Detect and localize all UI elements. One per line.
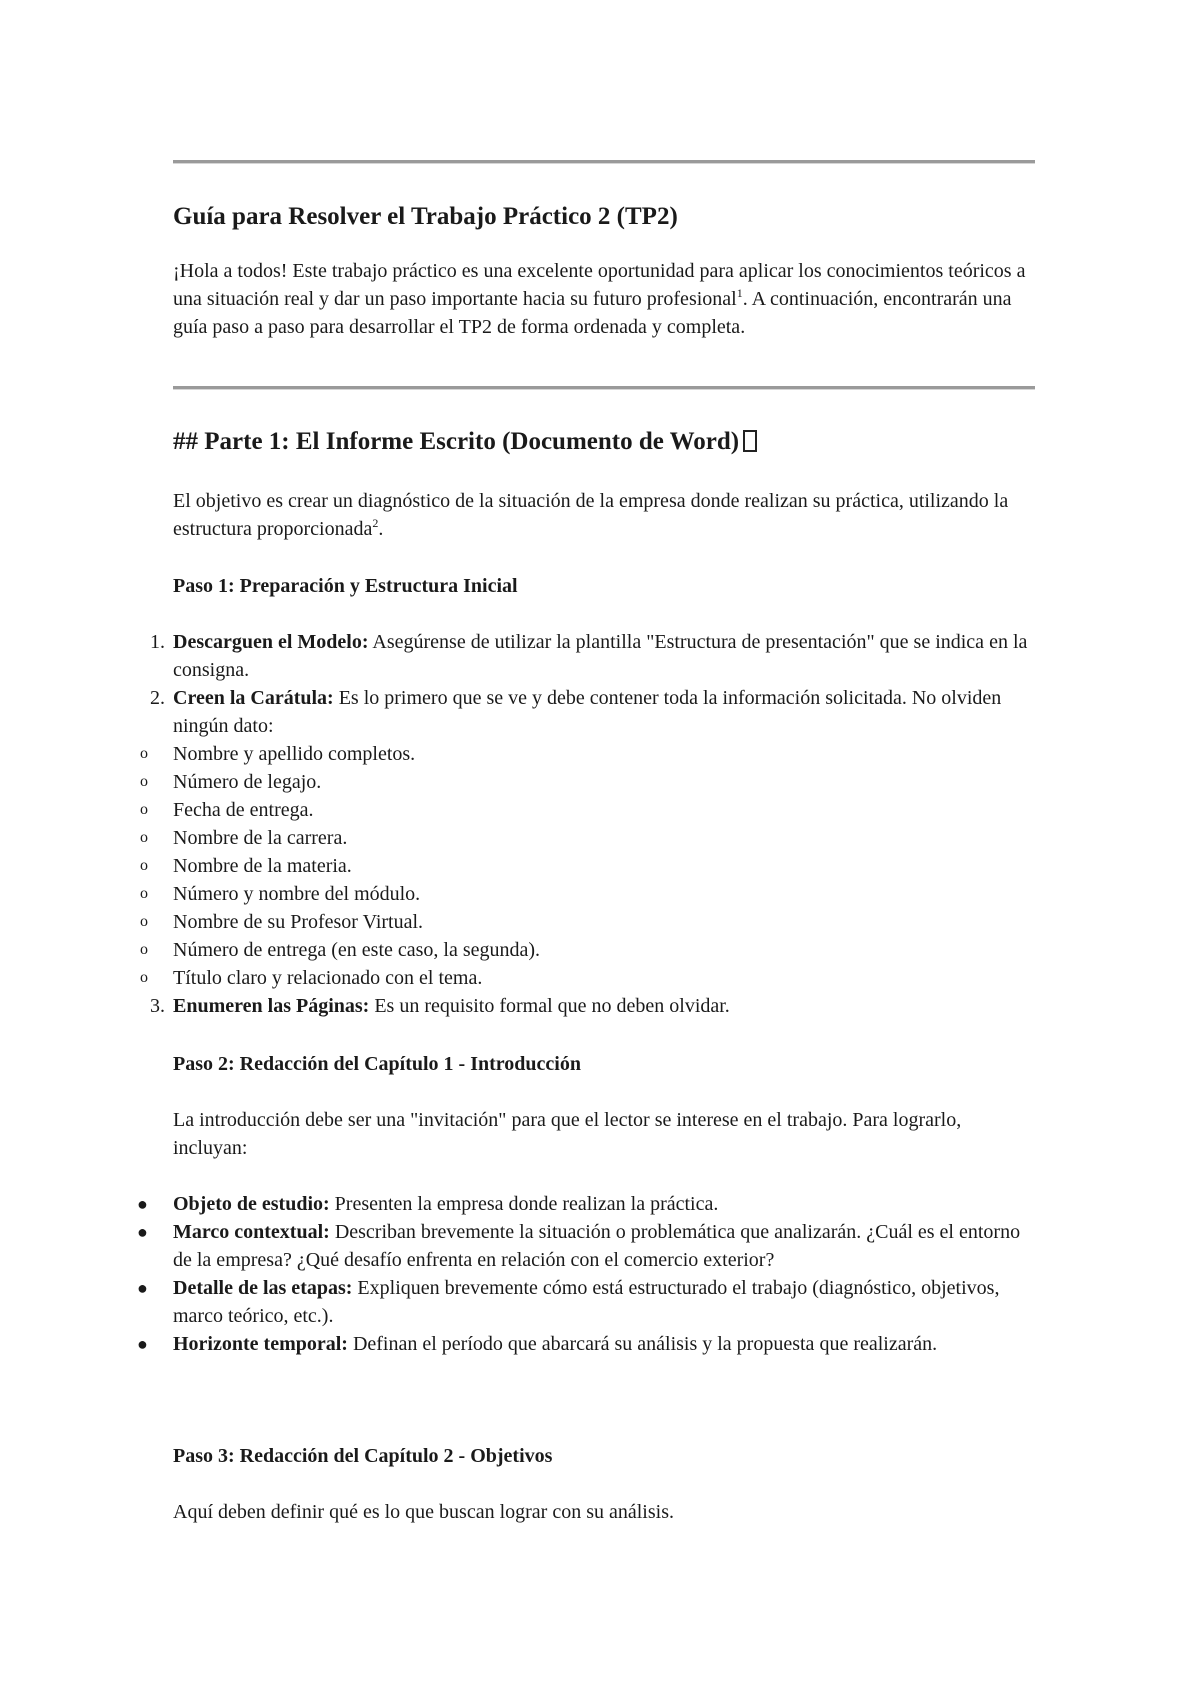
circle-bullet-icon: o: [140, 885, 148, 902]
list-item-text: Definan el período que abarcará su análisis y la propuesta que realizarán.: [347, 1333, 938, 1355]
circle-bullet-icon: o: [140, 969, 148, 986]
list-item: [137, 1330, 1035, 1358]
intro-text-1: ¡Hola a todos! Este trabajo práctico es una excelente oportunidad para aplicar los conocimientos teóricos a una situación real y dar un paso importante hacia su futuro profesional: [173, 260, 1026, 310]
list-number: 2.: [150, 687, 165, 709]
part1-objective-end: .: [378, 518, 384, 540]
sub-list-item-text: Fecha de entrega.: [173, 799, 314, 821]
sub-list-item: [140, 964, 1035, 992]
part1-objective-text: El objetivo es crear un diagnóstico de la situación de la empresa donde realizan su práctica, utilizando la estructura proporcionada: [173, 490, 1009, 540]
circle-bullet-icon: o: [140, 773, 148, 790]
list-item: [137, 1274, 1035, 1330]
list-item: [137, 1190, 1035, 1218]
part1-objective: [173, 487, 1035, 543]
list-item: [150, 628, 1035, 684]
paso3-intro: Aquí deben definir qué es lo que buscan lograr con su análisis.: [173, 1501, 674, 1523]
list-item-text: Describan brevemente la situación o problemática que analizarán. ¿Cuál es el entorno de la empresa? ¿Qué desafío enfrenta en relación con el comercio exterior?: [173, 1221, 1021, 1271]
sub-list-item-text: Número de legajo.: [173, 771, 322, 793]
list-item-text: Es un requisito formal que no deben olvidar.: [369, 995, 730, 1017]
sub-list-item: [140, 740, 1035, 768]
sub-list-item: [140, 908, 1035, 936]
sub-list-item: [140, 768, 1035, 796]
sub-list-item-text: Número y nombre del módulo.: [173, 883, 421, 905]
sub-list-item-text: Nombre de la carrera.: [173, 827, 348, 849]
part1-heading-text: ## Parte 1: El Informe Escrito (Documento de Word): [173, 428, 740, 455]
circle-bullet-icon: o: [140, 941, 148, 958]
list-item-text: Asegúrense de utilizar la plantilla "Estructura de presentación" que se indica en la consigna.: [173, 631, 1028, 681]
circle-bullet-icon: o: [140, 745, 148, 762]
list-item-label: Objeto de estudio:: [173, 1193, 330, 1215]
sub-list-item: [140, 880, 1035, 908]
list-item-label: Marco contextual:: [173, 1221, 330, 1243]
sub-list-item-text: Nombre de la materia.: [173, 855, 352, 877]
part1-heading: [173, 427, 1035, 457]
bullet-icon: ●: [137, 1222, 148, 1242]
bullet-icon: ●: [137, 1334, 148, 1354]
bullet-icon: ●: [137, 1194, 148, 1214]
footnote-ref-2[interactable]: 2: [372, 516, 379, 530]
sub-list-item: [140, 852, 1035, 880]
sub-list-item: [140, 936, 1035, 964]
paso2-intro: La introducción debe ser una "invitación" para que el lector se interese en el trabajo. Para lograrlo, incluyan:: [173, 1109, 962, 1159]
paso1-list: [140, 628, 1035, 1020]
list-item-text: Es lo primero que se ve y debe contener toda la información solicitada. No olviden ningún dato:: [173, 687, 1002, 737]
paso2-list: [137, 1190, 1035, 1358]
list-item: [150, 684, 1035, 740]
list-item-label: Detalle de las etapas:: [173, 1277, 353, 1299]
list-item-label: Horizonte temporal:: [173, 1333, 348, 1355]
bullet-icon: ●: [137, 1278, 148, 1298]
sub-list-item: [140, 796, 1035, 824]
circle-bullet-icon: o: [140, 913, 148, 930]
circle-bullet-icon: o: [140, 801, 148, 818]
list-number: 1.: [150, 631, 165, 653]
list-number: 3.: [150, 995, 165, 1017]
list-item: [137, 1218, 1035, 1274]
list-item-label: Descarguen el Modelo:: [173, 631, 369, 653]
paso3-heading: Paso 3: Redacción del Capítulo 2 - Objetivos: [173, 1445, 553, 1467]
list-item: [150, 992, 1035, 1020]
horizontal-rule-top: [173, 160, 1035, 164]
sub-list-item: [140, 824, 1035, 852]
list-item-text: Expliquen brevemente cómo está estructurado el trabajo (diagnóstico, objetivos, marco teórico, etc.).: [173, 1277, 1000, 1327]
sub-list-item-text: Título claro y relacionado con el tema.: [173, 967, 483, 989]
circle-bullet-icon: o: [140, 857, 148, 874]
footnote-ref-1[interactable]: 1: [736, 286, 743, 300]
intro-text-2: . A continuación, encontrarán una guía paso a paso para desarrollar el TP2 de forma ordenada y completa.: [173, 288, 1012, 338]
circle-bullet-icon: o: [140, 829, 148, 846]
list-item-label: Creen la Carátula:: [173, 687, 334, 709]
horizontal-rule-middle: [173, 386, 1035, 390]
sub-list-item-text: Nombre de su Profesor Virtual.: [173, 911, 424, 933]
paso1-heading: Paso 1: Preparación y Estructura Inicial: [173, 575, 518, 597]
sub-list-item-text: Número de entrega (en este caso, la segunda).: [173, 939, 541, 961]
missing-glyph-icon: [743, 430, 757, 452]
list-item-text: Presenten la empresa donde realizan la práctica.: [329, 1193, 719, 1215]
paso2-heading: Paso 2: Redacción del Capítulo 1 - Introducción: [173, 1053, 581, 1075]
list-item-label: Enumeren las Páginas:: [173, 995, 370, 1017]
document-title: Guía para Resolver el Trabajo Práctico 2 (TP2): [173, 203, 678, 230]
intro-paragraph: [173, 257, 1035, 341]
sub-list-item-text: Nombre y apellido completos.: [173, 743, 416, 765]
